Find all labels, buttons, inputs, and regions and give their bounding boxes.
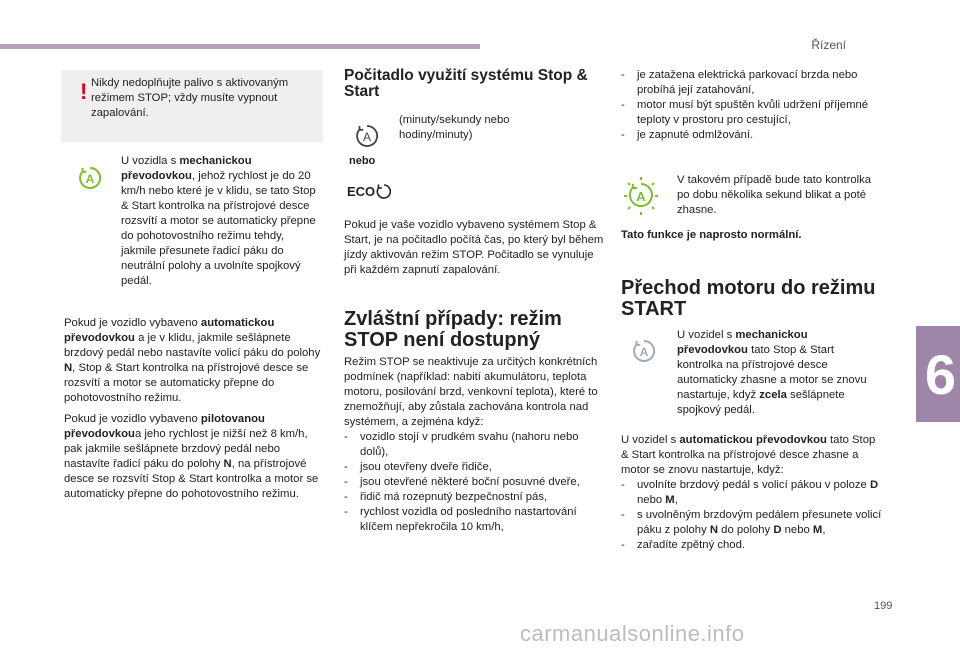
text-run: s uvolněným brzdovým pedálem přesunete volicí páku z polohy: [637, 509, 882, 536]
list-item: - rychlost vozidla od posledního nastartování klíčem nepřekročila 10 km/h,: [344, 505, 606, 535]
text-run: do polohy: [718, 524, 774, 536]
stop-start-a-icon: [78, 166, 102, 190]
special-cases-block: [344, 355, 606, 535]
list-item: - je zapnuté odmlžování.: [621, 128, 883, 143]
text-run: , jehož rychlost je do 20 km/h nebo které je v klidu, se tato Stop & Start kontrolka na přístrojové desce rozsvítí a motor se automaticky přepne do pohotovostního režimu tehdy, jakmile přesunete řadicí páku do neutrální polohy a uvolníte spojkový pedál.: [121, 170, 316, 287]
list-item: - vozidlo stojí v prudkém svahu (nahoru nebo dolů),: [344, 430, 606, 460]
svg-text:A: A: [636, 189, 646, 204]
special-cases-heading: Zvláštní případy: režim STOP není dostupný: [344, 308, 562, 351]
text-run: , Stop & Start kontrolka na přístrojové desce se rozsvítí a motor se automaticky přepne do pohotovostního režimu.: [64, 362, 309, 404]
text-run: U vozidel s: [677, 329, 736, 341]
text-run: zařadíte zpětný chod.: [637, 539, 746, 551]
text-run-bold: mechanickou převodovkou: [121, 155, 252, 182]
special-cases-list: [344, 430, 606, 535]
svg-text:A: A: [362, 130, 372, 144]
text-run: a je v klidu, jakmile sešlápnete brzdový pedál nebo nastavíte volicí páku do polohy: [64, 332, 321, 359]
manual-gearbox-paragraph: [121, 154, 321, 289]
text-run-bold: mechanickou převodovkou: [677, 329, 808, 356]
text-run: uvolníte brzdový pedál s volicí pákou v poloze: [637, 479, 870, 491]
text-run-bold: M: [812, 524, 823, 536]
counter-heading: Počitadlo využití systému Stop & Start: [344, 67, 588, 100]
svg-text:A: A: [85, 172, 95, 186]
text-run: , na přístrojové desce se rozsvítí Stop & Start kontrolka a motor se automaticky přepne do pohotovostního režimu.: [64, 458, 319, 500]
list-item: [621, 538, 883, 553]
text-run-bold: D: [869, 479, 879, 491]
list-item: - je zatažena elektrická parkovací brzda nebo probíhá její zatahování,: [621, 68, 883, 98]
text-run-bold: automatickou převodovkou: [679, 434, 827, 446]
text-run: U vozidel s: [621, 434, 680, 446]
text-run: ,: [822, 524, 826, 536]
text-run: Pokud je vozidlo vybaveno: [64, 413, 201, 425]
text-run: Pokud je vozidlo vybaveno: [64, 317, 201, 329]
text-run-bold: N: [709, 524, 719, 536]
automatic-gearbox-paragraph: [64, 316, 322, 406]
list-item: - jsou otevřeny dveře řidiče,: [344, 460, 606, 475]
eco-icon: [347, 182, 391, 200]
or-label: nebo: [349, 155, 376, 167]
list-item: - řidič má rozepnutý bezpečnostní pás,: [344, 490, 606, 505]
text-run: a jeho rychlost je nižší než 8 km/h, pak jakmile sešlápnete brzdový pedál nebo nastavíte řadicí páku do polohy: [64, 428, 308, 470]
watermark: carmanualsonline.info: [520, 621, 745, 646]
text-run: ,: [674, 494, 678, 506]
counter-description: Pokud je vaše vozidlo vybaveno systémem Stop & Start, je na počitadlo počítá čas, po který byl během jízdy aktivován režim STOP. Počitadlo se vynuluje při každém zapnutí zapalování.: [344, 219, 604, 276]
text-run: tato Stop & Start kontrolka na přístrojové desce automaticky zhasne a motor se znovu nastartuje, když: [677, 344, 867, 401]
stop-start-blinking-icon: [619, 176, 663, 216]
list-item: - jsou otevřené některé boční posuvné dveře,: [344, 475, 606, 490]
exclamation-icon: !: [80, 79, 88, 104]
text-run-bold: N: [64, 362, 73, 374]
counter-unit-text: (minuty/sekundy nebo hodiny/minuty): [399, 114, 510, 141]
start-automatic-block: [621, 433, 883, 553]
svg-text:ECO: ECO: [347, 184, 376, 199]
list-item: [621, 478, 883, 508]
svg-text:A: A: [639, 345, 649, 359]
conditions-list: [621, 68, 883, 143]
list-item: - motor musí být spuštěn kvůli udržení příjemné teploty v prostoru pro cestující,: [621, 98, 883, 128]
text-run: U vozidla s: [121, 155, 180, 167]
stop-start-a-grey-icon: [632, 339, 656, 363]
section-title: Řízení: [811, 38, 846, 52]
start-automatic-intro: [621, 433, 883, 478]
text-run: nebo: [781, 524, 813, 536]
text-run-bold: M: [665, 494, 675, 506]
text-run: sešlápnete spojkový pedál.: [677, 389, 845, 416]
text-run-bold: automatickou převodovkou: [64, 317, 275, 344]
start-manual-paragraph: [677, 328, 877, 418]
text-run-bold: D: [773, 524, 782, 536]
chapter-number: 6: [924, 343, 956, 406]
piloted-gearbox-paragraph: [64, 412, 322, 502]
warning-text: Nikdy nedoplňujte palivo s aktivovaným režimem STOP; vždy musíte vypnout zapalování.: [91, 77, 289, 119]
text-run-bold: N: [223, 458, 232, 470]
start-mode-heading: Přechod motoru do režimu START: [621, 277, 876, 320]
text-run-bold: pilotovanou převodovkou: [64, 413, 265, 440]
header-accent-bar: [0, 44, 480, 49]
blinking-text: V takovém případě bude tato kontrolka po dobu několika sekund blikat a poté zhasne.: [677, 174, 872, 216]
stop-start-a-outline-icon: [355, 124, 379, 148]
start-conditions-list: [621, 478, 883, 553]
text-run: nebo: [637, 494, 666, 506]
page-number: 199: [874, 600, 893, 612]
text-run: tato Stop & Start kontrolka na přístrojové desce zhasne a motor se znovu nastartuje, když:: [621, 434, 876, 476]
text-run-bold: zcela: [759, 389, 787, 401]
list-item: [621, 508, 883, 538]
normal-function-text: Tato funkce je naprosto normální.: [621, 229, 802, 241]
special-cases-intro: Režim STOP se neaktivuje za určitých konkrétních podmínek (například: nabití akumulátoru, teplota motoru, posilování brzd, venkovní teplota), které to znemožňují, aby zůstala zachována kontrola nad systémem, a zejména když:: [344, 356, 598, 428]
